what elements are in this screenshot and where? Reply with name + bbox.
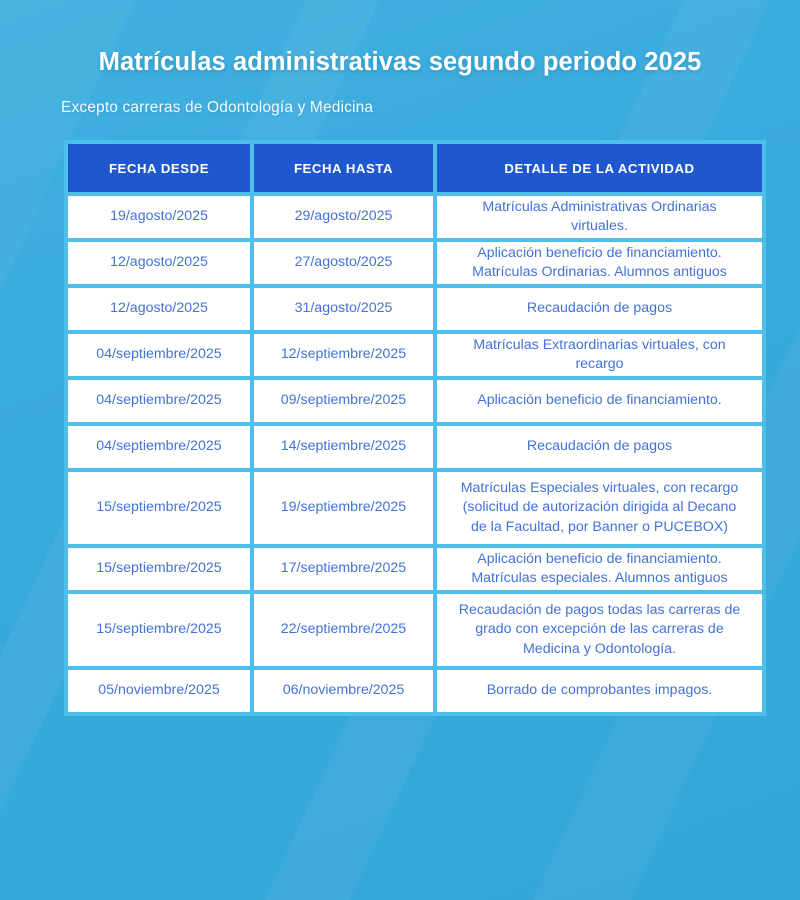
cell-fecha-desde: 15/septiembre/2025 <box>68 548 250 590</box>
cell-detalle: Matrículas Extraordinarias virtuales, con recargo <box>437 334 762 376</box>
table-row <box>68 670 762 712</box>
table-row <box>68 288 762 330</box>
cell-fecha-desde: 19/agosto/2025 <box>68 196 250 238</box>
cell-detalle: Borrado de comprobantes impagos. <box>437 670 762 712</box>
table-row <box>68 426 762 468</box>
cell-fecha-desde: 04/septiembre/2025 <box>68 334 250 376</box>
cell-fecha-desde: 04/septiembre/2025 <box>68 426 250 468</box>
table-row <box>68 380 762 422</box>
cell-fecha-hasta: 06/noviembre/2025 <box>254 670 433 712</box>
cell-fecha-desde: 04/septiembre/2025 <box>68 380 250 422</box>
table-row <box>68 548 762 590</box>
cell-detalle: Matrículas Especiales virtuales, con recargo (solicitud de autorización dirigida al Decano de la Facultad, por Banner o PUCEBOX) <box>437 472 762 544</box>
cell-detalle: Matrículas Administrativas Ordinarias virtuales. <box>437 196 762 238</box>
cell-fecha-desde: 15/septiembre/2025 <box>68 594 250 666</box>
cell-fecha-hasta: 12/septiembre/2025 <box>254 334 433 376</box>
cell-fecha-desde: 12/agosto/2025 <box>68 288 250 330</box>
cell-fecha-hasta: 17/septiembre/2025 <box>254 548 433 590</box>
table-row <box>68 242 762 284</box>
cell-fecha-hasta: 31/agosto/2025 <box>254 288 433 330</box>
column-header-detalle-actividad: DETALLE DE LA ACTIVIDAD <box>437 144 762 192</box>
table-body <box>68 196 762 712</box>
cell-detalle: Recaudación de pagos <box>437 426 762 468</box>
cell-detalle: Aplicación beneficio de financiamiento. Matrículas Ordinarias. Alumnos antiguos <box>437 242 762 284</box>
schedule-table-container <box>64 140 762 716</box>
cell-fecha-hasta: 22/septiembre/2025 <box>254 594 433 666</box>
cell-detalle: Aplicación beneficio de financiamiento. <box>437 380 762 422</box>
cell-fecha-hasta: 19/septiembre/2025 <box>254 472 433 544</box>
table-header-row <box>68 144 762 192</box>
page-subtitle: Excepto carreras de Odontología y Medicina <box>61 99 374 116</box>
cell-fecha-desde: 12/agosto/2025 <box>68 242 250 284</box>
table-header <box>68 144 762 192</box>
cell-fecha-hasta: 09/septiembre/2025 <box>254 380 433 422</box>
schedule-table <box>64 140 766 716</box>
cell-fecha-desde: 15/septiembre/2025 <box>68 472 250 544</box>
cell-detalle: Recaudación de pagos <box>437 288 762 330</box>
cell-fecha-hasta: 29/agosto/2025 <box>254 196 433 238</box>
cell-fecha-hasta: 14/septiembre/2025 <box>254 426 433 468</box>
page-title: Matrículas administrativas segundo periodo 2025 <box>98 48 702 76</box>
cell-detalle: Aplicación beneficio de financiamiento. Matrículas especiales. Alumnos antiguos <box>437 548 762 590</box>
cell-fecha-desde: 05/noviembre/2025 <box>68 670 250 712</box>
column-header-fecha-hasta: FECHA HASTA <box>254 144 433 192</box>
column-header-fecha-desde: FECHA DESDE <box>68 144 250 192</box>
table-row <box>68 472 762 544</box>
table-row <box>68 334 762 376</box>
cell-fecha-hasta: 27/agosto/2025 <box>254 242 433 284</box>
table-row <box>68 196 762 238</box>
cell-detalle: Recaudación de pagos todas las carreras de grado con excepción de las carreras de Medicina y Odontología. <box>437 594 762 666</box>
table-row <box>68 594 762 666</box>
